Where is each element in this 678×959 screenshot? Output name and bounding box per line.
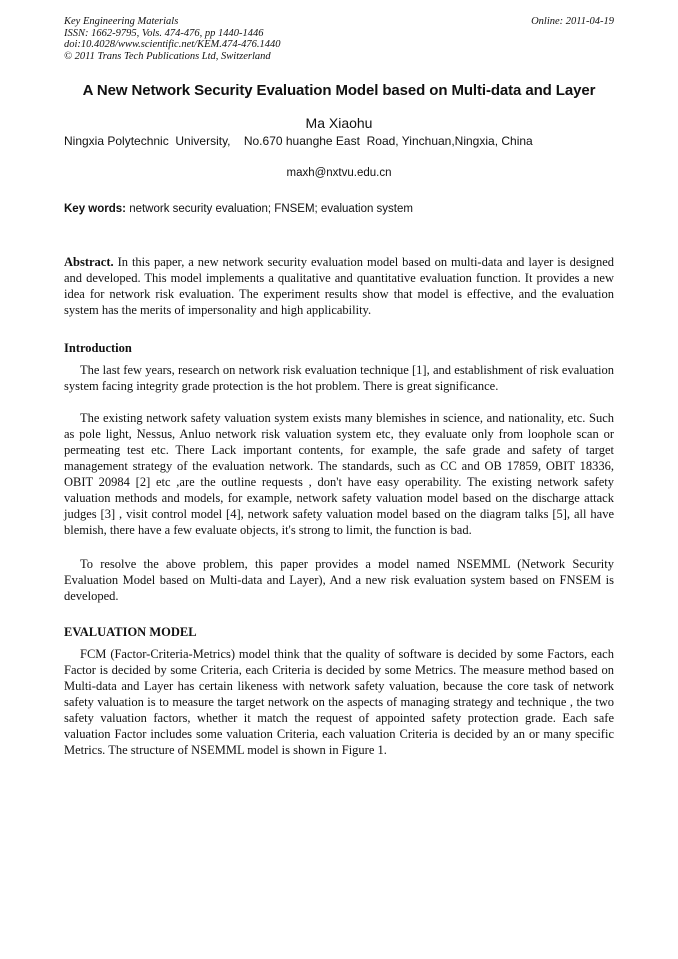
author-name: Ma Xiaohu [305,115,373,131]
introduction-paragraph: The existing network safety valuation system exists many blemishes in science, and nationality, etc. Such as pole light, Nessus, Anluo network risk valuation system etc, they evaluate only from loophole scan or permeating test etc. There Lack important contents, for example, the safe grade and safety of target management strategy of the evaluation network. The standards, such as CC and OB 17859, OBIT 18336, OBIT 20984 [2] etc ,are the outline requests , don't have easy operability. The existing network safety valuation methods and models, for example, network safety valuation model based on the discharge attack judges [3] , visit control model [4], network safety valuation model based on the diagram talks [5], all have blemish, there have a few evaluate objects, it's strong to limit, the function is bad. [64,411,614,537]
abstract [64,254,614,318]
keywords-label: Key words: [64,203,126,215]
abstract-label: Abstract. [64,255,114,269]
author-email[interactable]: maxh@nxtvu.edu.cn [286,167,392,179]
journal-header [64,16,281,62]
keywords-text: network security evaluation; FNSEM; evaluation system [126,203,413,215]
introduction-paragraph: To resolve the above problem, this paper provides a model named NSEMML (Network Security Evaluation Model based on Multi-data and Layer), And a new risk evaluation system based on FNSEM is developed. [64,557,614,603]
journal-name: Key Engineering Materials [64,16,179,27]
section-heading-evaluation-model: EVALUATION MODEL [64,625,197,639]
section-heading-introduction: Introduction [64,341,132,355]
evaluation-model-paragraph: FCM (Factor-Criteria-Metrics) model think that the quality of software is decided by some Factors, each Factor is decided by some Criteria, each Criteria is decided by some Metrics. The measure method based on Multi-data and Layer has certain likeness with network safety valuation, because the core task of network safety valuation is to measure the target network on the aspects of managing strategy and technique , the two safety valuation factors, whether it match the request of appointed safety protection grade. Each safe valuation Factor includes some valuation Criteria, each valuation Criteria is decided by an or many specific Metrics. The structure of NSEMML model is shown in Figure 1. [64,647,614,757]
paper-title: A New Network Security Evaluation Model based on Multi-data and Layer [82,82,596,99]
copyright-line: © 2011 Trans Tech Publications Ltd, Switzerland [64,50,271,62]
introduction-paragraph: The last few years, research on network risk evaluation technique [1], and establishment of risk evaluation system facing integrity grade protection is the hot problem. There is great significance. [64,363,614,393]
issn-line: ISSN: 1662-9795, Vols. 474-476, pp 1440-1446 [64,27,264,39]
online-date: Online: 2011-04-19 [531,16,614,27]
keywords [64,203,413,215]
abstract-text: In this paper, a new network security evaluation model based on multi-data and layer is designed and developed. This model implements a qualitative and quantitative evaluation function. It provides a new idea for network risk evaluation. The experiment results show that model is effective, and the evaluation system has the merits of impersonality and high applicability. [64,255,614,317]
doi-line: doi:10.4028/www.scientific.net/KEM.474-476.1440 [64,39,281,51]
author-affiliation: Ningxia Polytechnic University, No.670 huanghe East Road, Yinchuan,Ningxia, China [64,134,533,148]
